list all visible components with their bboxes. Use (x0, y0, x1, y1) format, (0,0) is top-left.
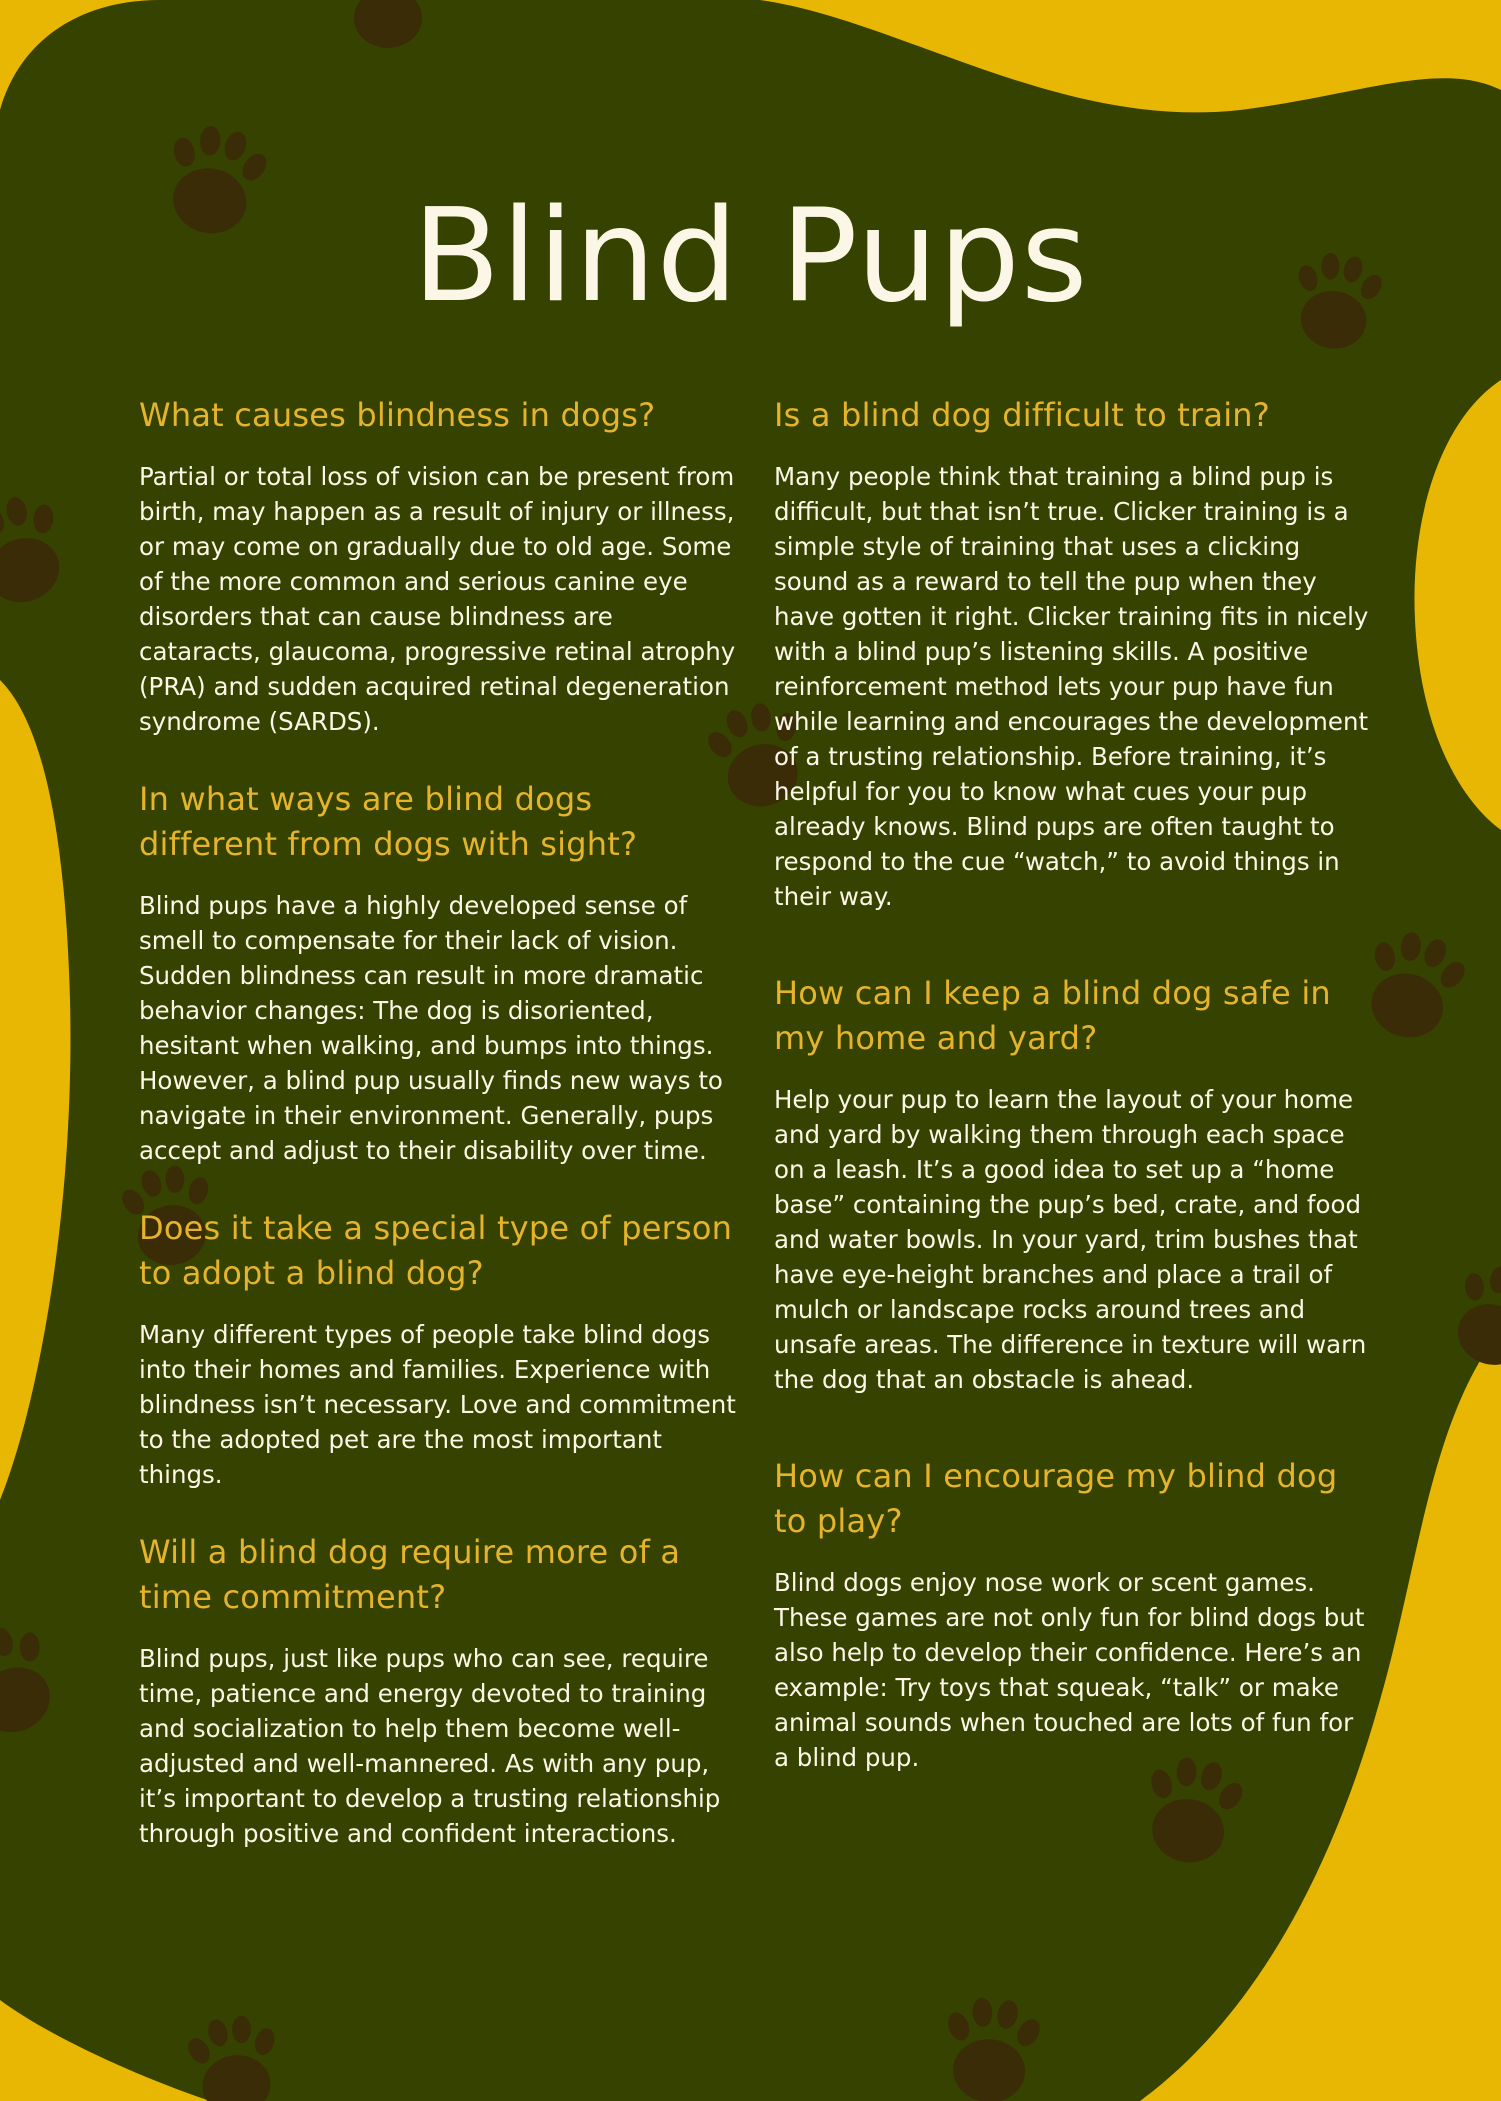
faq-section-adopter-type (139, 1206, 739, 1492)
faq-section-blindness-causes (139, 393, 739, 739)
faq-section-differences (139, 777, 739, 1168)
faq-answer: Blind pups have a highly developed sense of smell to compensate for their lack of vision. Sudden blindness can result in more dramatic behavior changes: The dog is disoriented, hesitant when walking, and bumps into things. However, a blind pup usually finds new ways to navigate in their environment. Generally, pups accept and adjust to their disability over time. (139, 891, 723, 1165)
left-column (139, 393, 739, 1851)
faq-question: How can I keep a blind dog safe in my home and yard? (774, 974, 1331, 1057)
faq-question: Is a blind dog difficult to train? (774, 396, 1270, 434)
faq-question: In what ways are blind dogs different from dogs with sight? (139, 780, 638, 863)
faq-answer: Many different types of people take blind dogs into their homes and families. Experience with blindness isn’t necessary. Love and commitment to the adopted pet are the most important things. (139, 1320, 736, 1489)
faq-question: What causes blindness in dogs? (139, 396, 656, 434)
page-title: Blind Pups (412, 182, 1089, 331)
faq-section-play (774, 1454, 1374, 1775)
faq-answer: Many people think that training a blind pup is difficult, but that isn’t true. Clicker training is a simple style of training that uses a clicking sound as a reward to tell the pup when they have gotten it right. Clicker training fits in nicely with a blind pup’s listening skills. A positive reinforcement method lets your pup have fun while learning and encourages the development of a trusting relationship. Before training, it’s helpful for you to know what cues your pup already knows. Blind pups are often taught to respond to the cue “watch,” to avoid things in their way. (774, 462, 1369, 911)
faq-question: Does it take a special type of person to adopt a blind dog? (139, 1209, 733, 1292)
faq-answer: Partial or total loss of vision can be present from birth, may happen as a result of injury or illness, or may come on gradually due to old age. Some of the more common and serious canine eye disorders that can cause blindness are cataracts, glaucoma, progressive retinal atrophy (PRA) and sudden acquired retinal degeneration syndrome (SARDS). (139, 462, 736, 736)
faq-question: How can I encourage my blind dog to play? (774, 1457, 1338, 1540)
right-column (774, 393, 1374, 1775)
faq-question: Will a blind dog require more of a time commitment? (139, 1533, 681, 1616)
faq-answer: Blind dogs enjoy nose work or scent games. These games are not only fun for blind dogs but also help to develop their confidence. Here’s an example: Try toys that squeak, “talk” or make animal sounds when touched are lots of fun for a blind pup. (774, 1568, 1365, 1772)
faq-answer: Blind pups, just like pups who can see, require time, patience and energy devoted to training and socialization to help them become well-adjusted and well-mannered. As with any pup, it’s important to develop a trusting relationship through positive and confident interactions. (139, 1644, 721, 1848)
faq-section-home-safety (774, 971, 1374, 1397)
faq-section-time-commitment (139, 1530, 739, 1851)
faq-answer: Help your pup to learn the layout of your home and yard by walking them through each space on a leash. It’s a good idea to set up a “home base” containing the pup’s bed, crate, and food and water bowls. In your yard, trim bushes that have eye-height branches and place a trail of mulch or landscape rocks around trees and unsafe areas. The difference in texture will warn the dog that an obstacle is ahead. (774, 1085, 1367, 1394)
faq-section-training (774, 393, 1374, 914)
